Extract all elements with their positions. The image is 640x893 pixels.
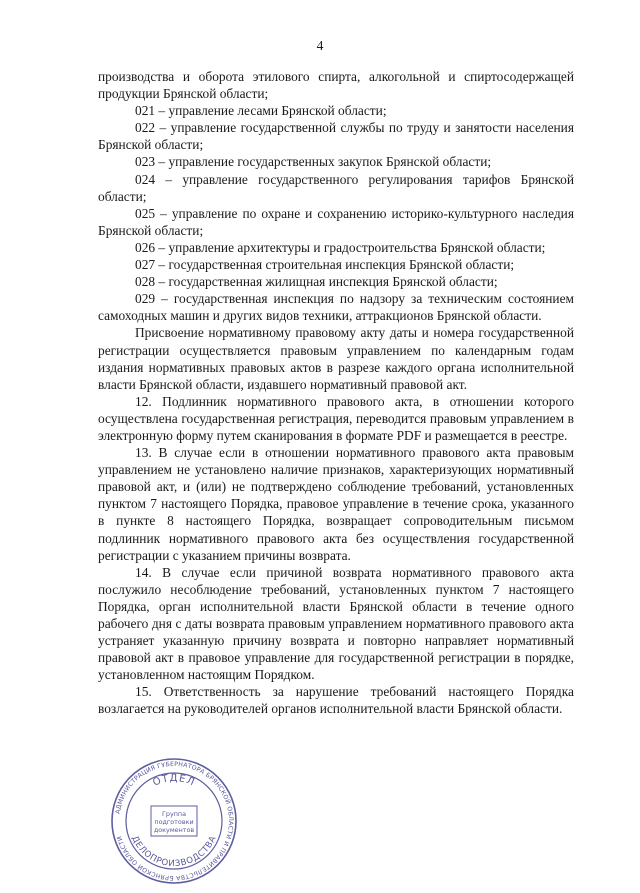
document-paragraph: 022 – управление государственной службы по труду и занятости населения Брянской области; <box>98 120 574 153</box>
stamp-center-line: Группа <box>161 810 187 818</box>
document-paragraph: 029 – государственная инспекция по надзору за техническим состоянием самоходных машин и других видов техники, аттракционов Брянской области. <box>98 291 574 324</box>
document-paragraph: 14. В случае если причиной возврата нормативного правового акта послужило несоблюдение требований, установленных пунктом 7 настоящего Порядка, орган исполнительной власти Брянской области в течение одного рабочего дня с даты возврата правовым управлением нормативного правового акта устраняет указанную причину возврата и повторно направляет нормативный правовой акт в правовое управление для государственной регистрации в порядке, установленном настоящим Порядком. <box>98 564 574 683</box>
document-paragraph: производства и оборота этилового спирта, алкогольной и спиртосодержащей продукции Брянской области; <box>98 69 574 102</box>
document-paragraph: 15. Ответственность за нарушение требований настоящего Порядка возлагается на руководителей органов исполнительной власти Брянской области. <box>98 684 574 717</box>
document-paragraph: 024 – управление государственного регулирования тарифов Брянской области; <box>98 171 574 204</box>
stamp-center-line: документов <box>153 826 195 834</box>
document-paragraph: 027 – государственная строительная инспекция Брянской области; <box>135 257 515 273</box>
document-paragraph: 12. Подлинник нормативного правового акта, в отношении которого осуществлена государственная регистрация, переводится правовым управлением в электронную форму путем сканирования в формате PDF и размещается в реестре. <box>98 393 574 443</box>
stamp-inner-bottom-text: ДЕЛОПРОИЗВОДСТВА <box>129 834 219 870</box>
document-paragraph: 13. В случае если в отношении нормативного правового акта правовым управлением не установлено наличие признаков, характеризующих нормативный правовой акт, и (или) не подтверждено соблюдение требований, установленных пунктом 7 настоящего Порядка, правовое управление в течение срока, указанного в пункте 8 настоящего Порядка, возвращает сопроводительным письмом подлинник нормативного правового акта без осуществления государственной регистрации с указанием причины возврата. <box>98 445 574 563</box>
page-number: 4 <box>316 38 324 53</box>
document-paragraph: 025 – управление по охране и сохранению историко-культурного наследия Брянской области; <box>98 205 574 238</box>
document-paragraph: 026 – управление архитектуры и градостроительства Брянской области; <box>135 239 546 255</box>
stamp-center-line: подготовки <box>154 818 194 826</box>
document-paragraph: 021 – управление лесами Брянской области; <box>135 103 387 119</box>
stamp-inner-top-text: ОТДЕЛ <box>151 772 197 789</box>
document-paragraph: 023 – управление государственных закупок Брянской области; <box>135 154 492 170</box>
document-paragraph: Присвоение нормативному правовому акту даты и номера государственной регистрации осуществляется правовым управлением по календарным годам издания нормативных правовых актов в разрезе каждого органа исполнительной власти Брянской области, издавшего нормативный правовой акт. <box>98 325 574 392</box>
seal-stamp-icon <box>110 757 238 885</box>
document-paragraph: 028 – государственная жилищная инспекция Брянской области; <box>135 274 498 290</box>
document-body <box>98 68 574 718</box>
stamp-outer-ring-text: АДМИНИСТРАЦИЯ ГУБЕРНАТОРА БРЯНСКОЙ ОБЛАСТИ И ПРАВИТЕЛЬСТВА БРЯНСКОЙ ОБЛАСТИ <box>114 760 235 882</box>
